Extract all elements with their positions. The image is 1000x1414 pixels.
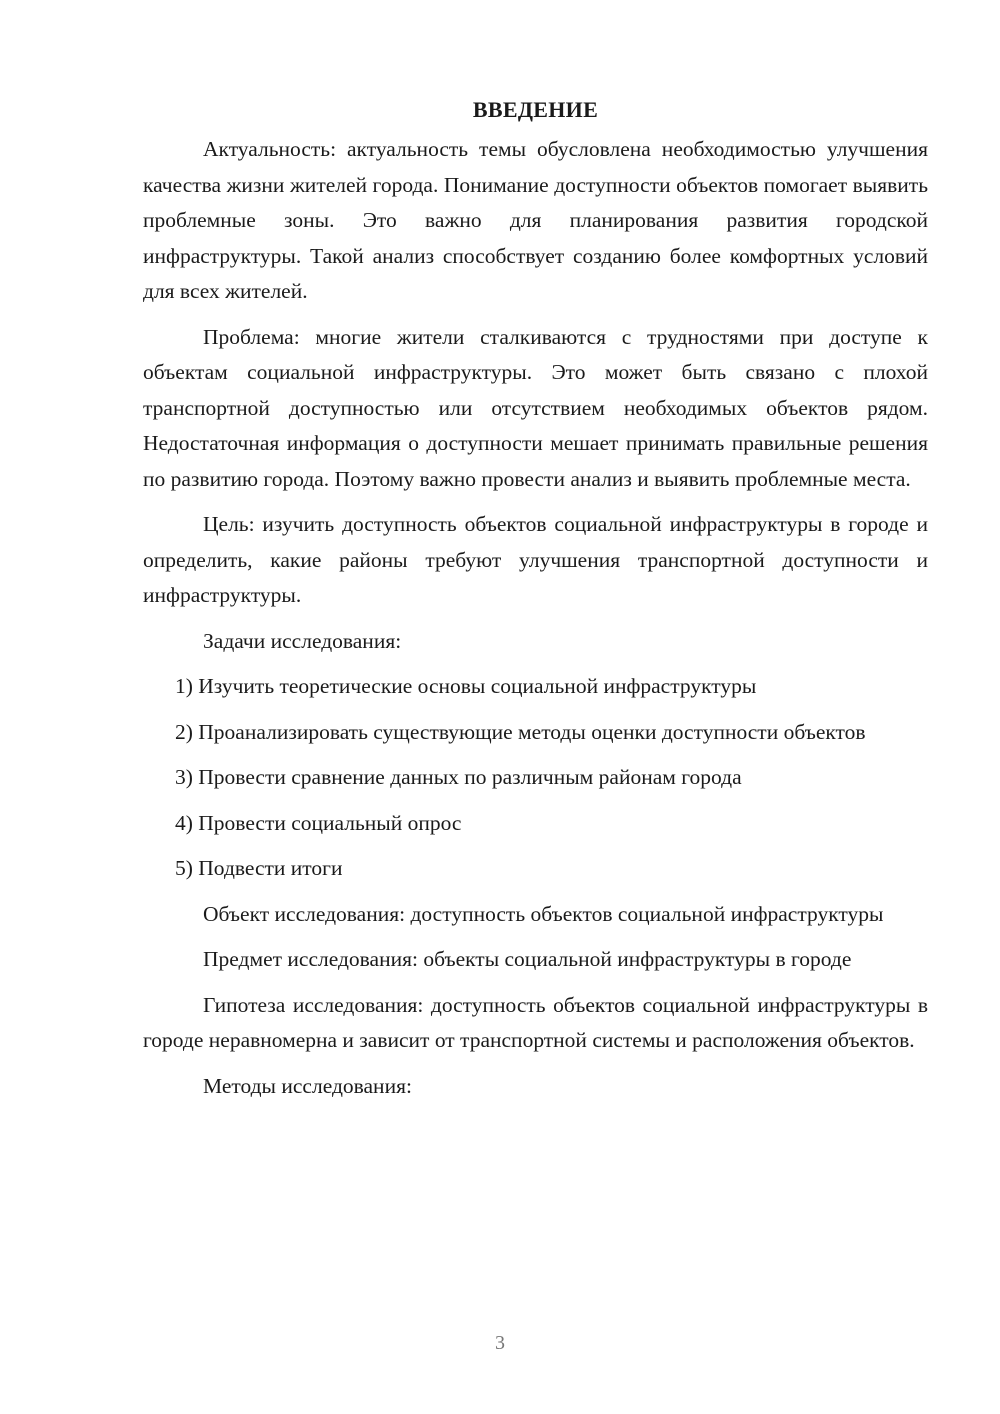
task-item-4: 4) Провести социальный опрос xyxy=(175,810,462,835)
tasks-heading: Задачи исследования: xyxy=(203,628,402,653)
paragraph-goal: Цель: изучить доступность объектов социальной инфраструктуры в городе и определить, какие районы требуют улучшения транспортной доступности и инфраструктуры. xyxy=(143,512,928,607)
paragraph-subject: Предмет исследования: объекты социальной инфраструктуры в городе xyxy=(203,947,852,971)
page-title: ВВЕДЕНИЕ xyxy=(472,97,599,122)
paragraph-hypothesis: Гипотеза исследования: доступность объектов социальной инфраструктуры в городе неравномерна и зависит от транспортной системы и расположения объектов. xyxy=(143,992,928,1052)
task-item-2: 2) Проанализировать существующие методы оценки доступности объектов xyxy=(175,719,866,744)
task-item-5: 5) Подвести итоги xyxy=(175,856,343,880)
paragraph-relevance: Актуальность: актуальность темы обусловлена необходимостью улучшения качества жизни жителей города. Понимание доступности объектов помогает выявить проблемные зоны. Это важно для планирования развития городской инфраструктуры. Такой анализ способствует созданию более комфортных условий для всех жителей. xyxy=(143,137,928,303)
document-page xyxy=(143,92,928,1114)
paragraph-object: Объект исследования: доступность объектов социальной инфраструктуры xyxy=(203,901,884,926)
task-item-1: 1) Изучить теоретические основы социальной инфраструктуры xyxy=(175,674,757,698)
task-item-3: 3) Провести сравнение данных по различным районам города xyxy=(175,765,742,789)
paragraph-problem: Проблема: многие жители сталкиваются с трудностями при доступе к объектам социальной инфраструктуры. Это может быть связано с плохой транспортной доступностью или отсутствием необходимых объектов рядом. Недостаточная информация о доступности мешает принимать правильные решения по развитию города. Поэтому важно провести анализ и выявить проблемные места. xyxy=(143,324,928,491)
methods-heading: Методы исследования: xyxy=(203,1073,412,1098)
page-number: 3 xyxy=(495,1332,505,1354)
